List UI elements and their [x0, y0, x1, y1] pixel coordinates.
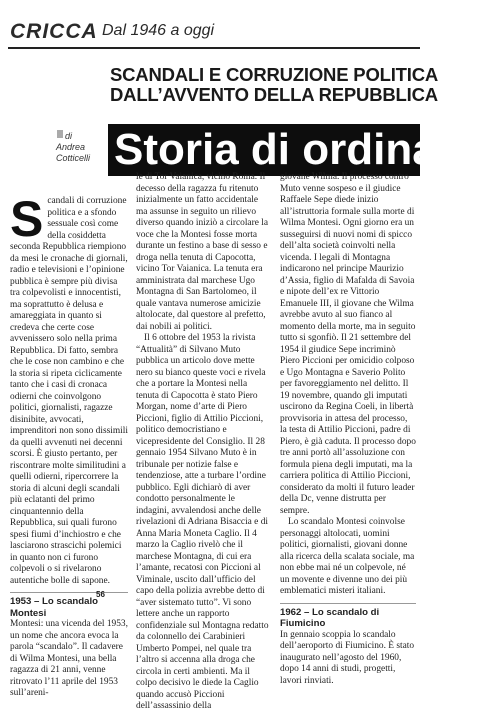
paragraph: candali di corruzione politica e a sfondo sessuale così come della cosiddetta seconda Repubblica riempiono da mesi le cronache di giornali, radio e televisioni e l’opinione pubblica è sempre più divisa tra colpevolisti e innocentisti, ma soprattutto è delusa e amareggiata in quanto si credeva che certe cose avvenissero solo nella prima Repubblica. Di fatto, sembra che le cose non cambino e che la storia si ripeta ciclicamente tanto che i casi di cronaca odierni che coinvolgono politici, giornalisti, ragazze disinibite, avvocati, imprenditori non sono dissimili da quelli avvenuti nei decenni scorsi. È giusto pertanto, per riscontrare molte similitudini a quelli odierni, ripercorrere la storia di alcuni degli scandali più eclatanti del primo cinquantennio della Repubblica, sui quali furono spesi fiumi d’inchiostro e che lasciarono strascichi polemici in quanto non ci furono colpevoli o si rivelarono autentiche bolle di sapone. — [10, 196, 128, 586]
paragraph: In gennaio scoppia lo scandalo dell’aeroporto di Fiumicino. È stato inaugurato nell’agosto del 1960, dopo 14 anni di studi, progetti, lavori rinviati. — [280, 629, 415, 686]
kicker — [110, 64, 439, 105]
page-number: 56 — [96, 590, 105, 599]
divider — [8, 47, 420, 49]
author-last-name: Cotticelli — [56, 153, 91, 163]
headline: Storia di ordinaria — [108, 124, 420, 176]
paragraph: giovane Wilma. Il processo contro Muto venne sospeso e il giudice Raffaele Sepe diede inizio all’istruttoria formale sulla morte di Wilma Montesi. Ogni giorno era un susseguirsi di nuovi nomi di spicco dell’alta società coinvolti nella vicenda. I legali di Montagna indicarono nel principe Maurizio d’Assia, figlio di Mafalda di Savoia e nipote dell’ex re Vittorio Emanuele III, il giovane che Wilma avrebbe avuto al suo fianco al momento della morte, ma in seguito tutto si sgonfiò. Il 21 settembre del 1954 il giudice Sepe incriminò Piero Piccioni per omicidio colposo e Ugo Montagna e Saverio Polito per favoreggiamento nel delitto. Il 19 novembre, quando gli imputati uscirono da Regina Coeli, in libertà provvisoria in attesa del processo, la testa di Attilio Piccioni, padre di Piero, è già caduta. Il processo dopo tre anni portò all’assoluzione con formula piena degli imputati, ma la carriera politica di Attilio Piccioni, considerato da molti il futuro leader della Dc, venne distrutta per sempre. — [280, 172, 416, 516]
author-first-name: Andrea — [56, 142, 86, 152]
article-column-3 — [280, 172, 416, 687]
kicker-line-2: DALL’AVVENTO DELLA REPUBBLICA — [110, 84, 438, 105]
paragraph: Montesi: una vicenda del 1953, un nome che ancora evoca la parola “scandalo”. Il cadavere di Wilma Montesi, una bella ragazza di 21 anni, venne ritrovato l’11 aprile del 1953 sull’areni- — [10, 619, 128, 698]
subhead-montesi: 1953 – Lo scandalo Montesi — [10, 592, 128, 619]
kicker-line-1: SCANDALI E CORRUZIONE POLITICA — [110, 64, 439, 85]
article-column-2 — [136, 172, 270, 713]
author-by: di — [65, 131, 73, 141]
paragraph: le di Tor Vaianica, vicino Roma. Il decesso della ragazza fu ritenuto inizialmente un fatto accidentale ma assunse in seguito un rilievo diverso quando iniziò a circolare la voce che la Montesi fosse morta durante un festino a base di sesso e droga nella tenuta di Capocotta, vicino Tor Vaianica. La tenuta era amministrata dal marchese Ugo Montagna di San Bartolomeo, il quale vantava numerose amicizie altolocate, dal questore al prefetto, dai nobili ai politici. — [136, 172, 268, 332]
paragraph: Lo scandalo Montesi coinvolse personaggi altolocati, uomini politici, giornalisti, giovani donne alla ricerca della scalata sociale, ma non ebbe mai né un colpevole, né un movente e divenne uno dei più emblematici misteri italiani. — [280, 517, 415, 596]
author-byline — [56, 131, 116, 164]
section-subtitle: Dal 1946 a oggi — [102, 22, 215, 39]
section-label: CRICCA — [10, 20, 98, 43]
article-column-1 — [10, 191, 128, 700]
dropcap: S — [10, 191, 44, 247]
paragraph: Il 6 ottobre del 1953 la rivista “Attualità” di Silvano Muto pubblica un articolo dove mette nero su bianco queste voci e rivela che a portare la Montesi nella tenuta di Capocotta è stato Piero Morgan, nome d’arte di Piero Piccioni, figlio di Attilio Piccioni, politico democristiano e vicepresidente del Consiglio. Il 28 gennaio 1954 Silvano Muto è in tribunale per notizie false e tendenziose, atte a turbare l’ordine pubblico. Egli dichiarò di aver condotto personalmente le indagini, avvalendosi anche delle rivelazioni di Adriana Bisaccia e di Anna Maria Moneta Caglio. Il 4 marzo la Caglio rivelò che il marchese Montagna, di cui era l’amante, recatosi con Piccioni al Viminale, uscito dall’ufficio del capo della polizia avrebbe detto di “aver sistemato tutto”. Vi sono lettere anche un rapporto confidenziale sul Montagna redatto da colonnello dei Carabinieri Umberto Pompei, nel quale tra l’altro si accenna alla droga che circola in certi ambienti. Ma il colpo decisivo le diede la Caglio quando accusò Piccioni dell’assassinio della — [136, 333, 269, 711]
subhead-fiumicino: 1962 – Lo scandalo di Fiumicino — [280, 603, 416, 630]
